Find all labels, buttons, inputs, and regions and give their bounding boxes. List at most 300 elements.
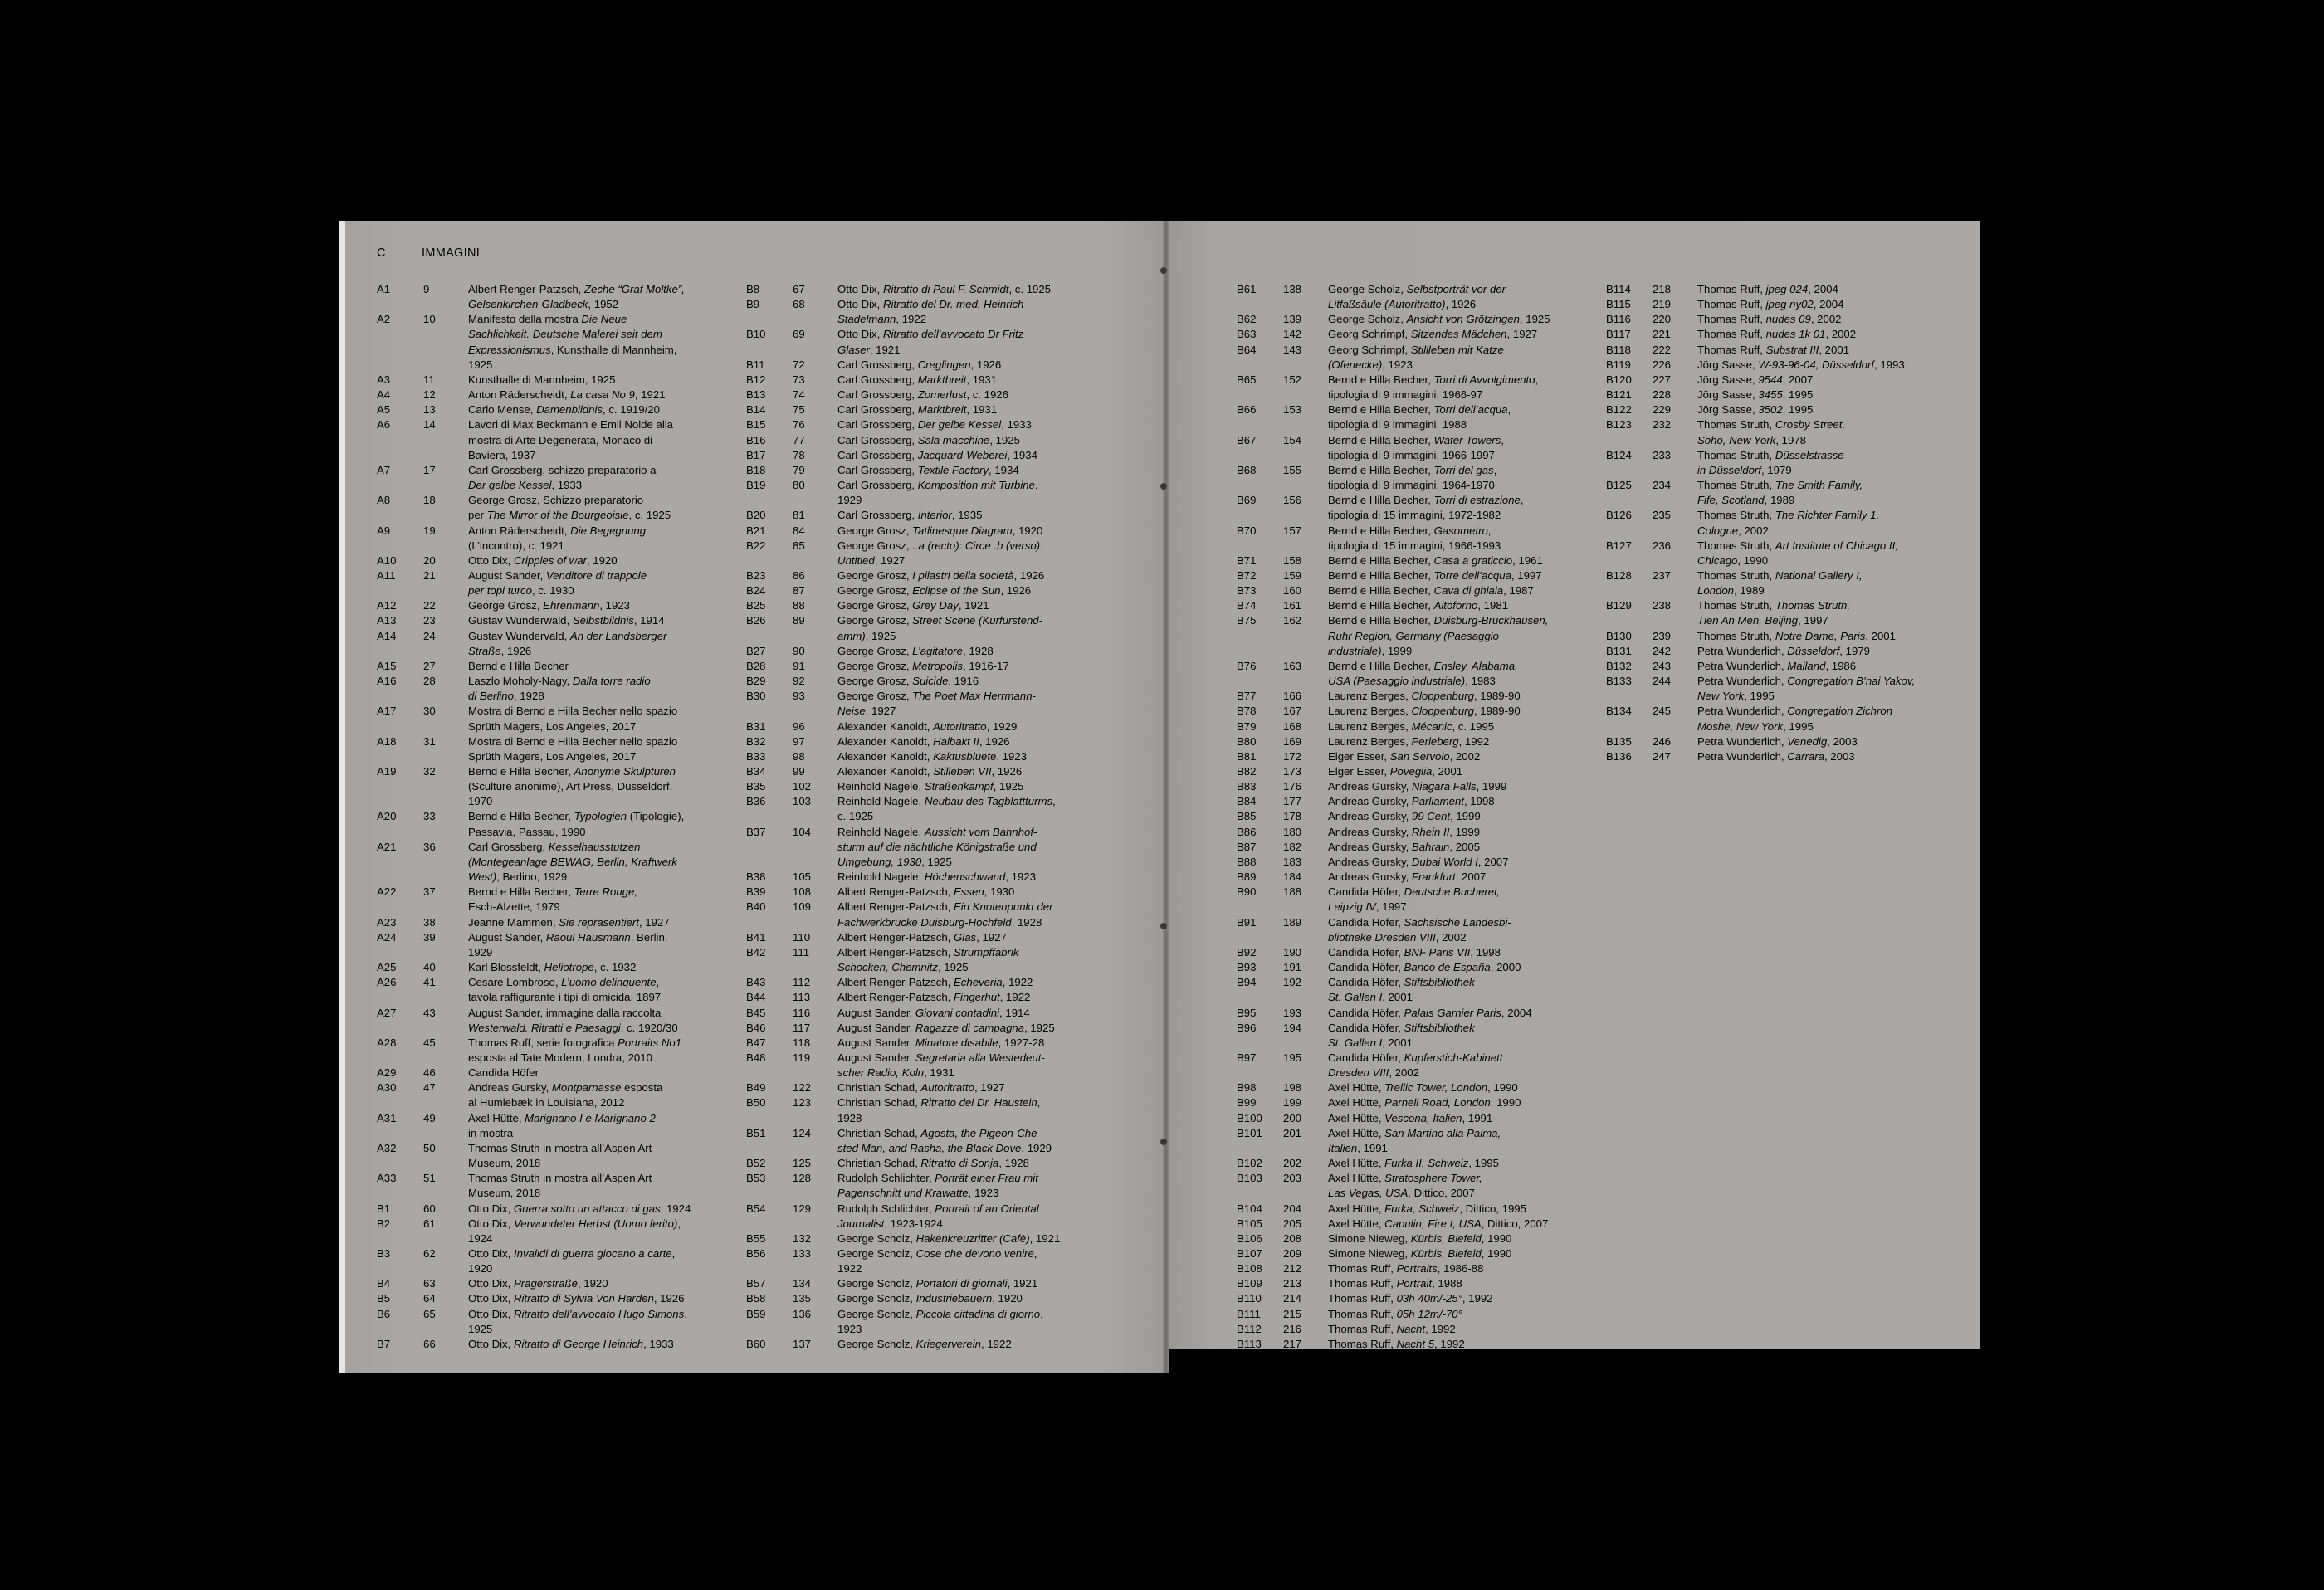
entry-caption: Andreas Gursky, Niagara Falls, 1999 (1328, 780, 1507, 793)
index-entry (746, 1036, 1095, 1051)
entry-caption: Laurenz Berges, Perleberg, 1992 (1328, 734, 1490, 748)
entry-page-number: 49 (423, 1111, 436, 1124)
entry-caption: Otto Dix, Ritratto di Paul F. Schmidt, c. 1925 (837, 283, 1052, 295)
entry-code: A29 (377, 1066, 397, 1080)
entry-page-number: 51 (423, 1172, 436, 1185)
entry-page-number: 227 (1653, 373, 1672, 386)
index-entry (746, 1337, 1095, 1352)
entry-page-number: 46 (423, 1066, 436, 1080)
entry-code: A20 (377, 810, 397, 823)
entry-code: B127 (1606, 539, 1632, 552)
entry-code: B135 (1606, 734, 1632, 748)
index-entry (746, 930, 1095, 945)
entry-code: A25 (377, 961, 397, 974)
index-entry (746, 659, 1095, 674)
entry-page-number: 233 (1653, 448, 1672, 461)
entry-caption: Manifesto della mostra Die Neue Sachlichkeit. Deutsche Malerei seit dem Expressionismus, Kunsthalle di Mannheim, 1925 (468, 313, 677, 371)
entry-code: A23 (377, 915, 397, 929)
entry-code: B40 (746, 900, 766, 914)
entry-page-number: 77 (793, 433, 805, 446)
index-entry (377, 1036, 725, 1066)
entry-code: B9 (746, 298, 760, 311)
entry-code: B117 (1606, 328, 1631, 341)
index-entry (1237, 1307, 1602, 1322)
entry-page-number: 28 (423, 675, 436, 688)
entry-code: B27 (746, 644, 766, 657)
entry-code: B82 (1237, 765, 1257, 778)
entry-caption: Jörg Sasse, 9544, 2007 (1697, 373, 1814, 386)
entry-page-number: 134 (793, 1277, 812, 1290)
entry-page-number: 229 (1653, 403, 1672, 417)
entry-page-number: 228 (1653, 388, 1672, 402)
entry-page-number: 138 (1283, 283, 1302, 295)
entry-code: A3 (377, 373, 391, 386)
index-entry (377, 885, 725, 914)
index-entry (1606, 312, 1971, 327)
entry-code: B95 (1237, 1006, 1257, 1019)
entry-code: B62 (1237, 313, 1257, 326)
entry-caption: George Grosz, Ehrenmann, 1923 (468, 599, 631, 612)
index-entry (377, 613, 725, 628)
entry-caption: Bernd e Hilla Becher, Terre Rouge, Esch-Alzette, 1979 (468, 885, 638, 914)
entry-code: B111 (1237, 1307, 1261, 1320)
entry-code: B105 (1237, 1217, 1262, 1230)
index-entry (1237, 554, 1602, 568)
entry-caption: Thomas Ruff, jpeg 024, 2004 (1697, 283, 1838, 295)
entry-caption: Georg Schrimpf, Sitzendes Mädchen, 1927 (1328, 328, 1538, 341)
entry-caption: Albert Renger-Patzsch, Zeche “Graf Moltke”, Gelsenkirchen-Gladbeck, 1952 (468, 283, 685, 311)
entry-page-number: 80 (793, 479, 805, 492)
entry-caption: Andreas Gursky, Bahrain, 2005 (1328, 840, 1481, 853)
entry-code: B98 (1237, 1081, 1257, 1095)
entry-page-number: 166 (1283, 690, 1302, 703)
entry-caption: Andreas Gursky, Rhein II, 1999 (1328, 825, 1481, 838)
entry-page-number: 22 (423, 599, 436, 612)
index-entry (746, 1246, 1095, 1276)
book-gutter (1163, 221, 1169, 1373)
binding-staple (1160, 1139, 1167, 1145)
entry-caption: Otto Dix, Pragerstraße, 1920 (468, 1277, 608, 1290)
entry-page-number: 117 (793, 1021, 811, 1034)
entry-page-number: 88 (793, 599, 805, 612)
index-entry (1237, 794, 1602, 809)
entry-code: B1 (377, 1202, 391, 1215)
entry-caption: Alexander Kanoldt, Halbakt II, 1926 (837, 734, 1010, 748)
entry-code: A1 (377, 283, 391, 295)
index-entry (1237, 855, 1602, 870)
index-entry (746, 1080, 1095, 1095)
entry-caption: Reinhold Nagele, Aussicht vom Bahnhof- sturm auf die nächtliche Königstraße und Umgebung, 1930, 1925 (837, 825, 1038, 868)
entry-page-number: 122 (793, 1081, 812, 1095)
entry-caption: Axel Hütte, Trellic Tower, London, 1990 (1328, 1081, 1518, 1095)
index-entry (1237, 1322, 1602, 1337)
entry-code: A13 (377, 614, 397, 627)
entry-caption: Rudolph Schlichter, Portrait of an Oriental Journalist, 1923-1924 (837, 1202, 1039, 1230)
entry-page-number: 173 (1283, 765, 1302, 778)
index-entry (1237, 1232, 1602, 1246)
entry-code: B133 (1606, 675, 1632, 688)
entry-code: B123 (1606, 418, 1632, 432)
index-entry (1237, 764, 1602, 779)
entry-caption: Christian Schad, Ritratto del Dr. Haustein, 1928 (837, 1096, 1041, 1124)
binding-staple (1160, 923, 1167, 929)
entry-code: B52 (746, 1157, 766, 1170)
entry-page-number: 125 (793, 1157, 812, 1170)
entry-caption: Andreas Gursky, Dubai World I, 2007 (1328, 855, 1509, 868)
entry-page-number: 162 (1283, 614, 1302, 627)
entry-code: B58 (746, 1292, 766, 1305)
entry-page-number: 182 (1283, 840, 1302, 853)
entry-caption: Rudolph Schlichter, Porträt einer Frau mit Pagenschnitt und Krawatte, 1923 (837, 1172, 1038, 1200)
entry-page-number: 214 (1283, 1292, 1302, 1305)
index-entry (377, 1006, 725, 1036)
index-entry (1237, 433, 1602, 463)
entry-page-number: 76 (793, 418, 805, 432)
entry-caption: Mostra di Bernd e Hilla Becher nello spazio Sprüth Magers, Los Angeles, 2017 (468, 705, 678, 733)
index-entry (1237, 704, 1602, 719)
entry-page-number: 222 (1653, 343, 1672, 356)
index-entry (1606, 388, 1971, 402)
entry-caption: Bernd e Hilla Becher, Casa a graticcio, 1961 (1328, 554, 1543, 567)
entry-page-number: 128 (793, 1172, 812, 1185)
entry-code: B134 (1606, 705, 1632, 718)
entry-code: B125 (1606, 479, 1632, 492)
entry-page-number: 39 (423, 930, 436, 944)
entry-caption: Carl Grossberg, schizzo preparatorio a Der gelbe Kessel, 1933 (468, 463, 657, 492)
entry-page-number: 137 (793, 1337, 812, 1350)
entry-page-number: 84 (793, 524, 805, 537)
entry-caption: Carl Grossberg, Textile Factory, 1934 (837, 463, 1019, 476)
entry-page-number: 154 (1283, 433, 1302, 446)
entry-page-number: 178 (1283, 810, 1302, 823)
index-entry (377, 1080, 725, 1110)
entry-code: B12 (746, 373, 766, 386)
index-entry (1237, 1156, 1602, 1171)
entry-page-number: 10 (423, 313, 436, 326)
entry-page-number: 133 (793, 1247, 812, 1260)
entry-code: B76 (1237, 659, 1257, 672)
entry-caption: Otto Dix, Ritratto dell’avvocato Dr Fritz Glaser, 1921 (837, 328, 1024, 356)
entry-page-number: 92 (793, 675, 805, 688)
entry-caption: Bernd e Hilla Becher, Torri dell’acqua, tipologia di 9 immagini, 1988 (1328, 403, 1511, 432)
entry-code: B38 (746, 871, 766, 884)
entry-caption: Thomas Ruff, Portraits, 1986-88 (1328, 1262, 1484, 1275)
index-entry (746, 1291, 1095, 1306)
entry-page-number: 17 (423, 463, 436, 476)
entry-caption: Thomas Struth in mostra all’Aspen Art Museum, 2018 (468, 1141, 652, 1170)
entry-page-number: 108 (793, 885, 812, 899)
entry-caption: Albert Renger-Patzsch, Echeveria, 1922 (837, 976, 1033, 989)
index-entry (746, 463, 1095, 478)
index-entry (746, 945, 1095, 975)
entry-code: B93 (1237, 961, 1257, 974)
entry-code: B92 (1237, 945, 1257, 958)
binding-staple (1160, 267, 1167, 274)
entry-code: B126 (1606, 509, 1632, 522)
entry-caption: George Grosz, Grey Day, 1921 (837, 599, 989, 612)
entry-page-number: 27 (423, 659, 436, 672)
entry-page-number: 188 (1283, 885, 1302, 899)
entry-caption: Thomas Ruff, nudes 1k 01, 2002 (1697, 328, 1857, 341)
entry-caption: Otto Dix, Verwundeter Herbst (Uomo ferito), 1924 (468, 1217, 681, 1245)
entry-caption: Carl Grossberg, Creglingen, 1926 (837, 358, 1002, 371)
entry-caption: Albert Renger-Patzsch, Strumpffabrik Schocken, Chemnitz, 1925 (837, 945, 1019, 974)
index-entry (377, 975, 725, 1005)
entry-page-number: 216 (1283, 1322, 1302, 1335)
entry-caption: George Grosz, Eclipse of the Sun, 1926 (837, 584, 1032, 597)
entry-page-number: 209 (1283, 1247, 1302, 1260)
entry-code: A24 (377, 930, 397, 944)
entry-page-number: 38 (423, 915, 436, 929)
index-entry (1606, 327, 1971, 342)
index-entry (377, 1217, 725, 1246)
index-entry (1237, 568, 1602, 583)
index-entry (1237, 524, 1602, 554)
entry-code: A15 (377, 659, 397, 672)
entry-code: B55 (746, 1232, 766, 1245)
entry-page-number: 143 (1283, 343, 1302, 356)
index-entry (1606, 659, 1971, 674)
entry-page-number: 246 (1653, 734, 1672, 748)
entry-page-number: 68 (793, 298, 805, 311)
entry-code: B4 (377, 1277, 391, 1290)
entry-code: A14 (377, 629, 397, 642)
index-entry (746, 825, 1095, 870)
entry-code: B110 (1237, 1292, 1262, 1305)
entry-page-number: 118 (793, 1036, 811, 1049)
entry-page-number: 129 (793, 1202, 812, 1215)
index-entry (1237, 719, 1602, 734)
entry-caption: Petra Wunderlich, Mailand, 1986 (1697, 659, 1857, 672)
index-entry (1237, 1337, 1602, 1352)
entry-page-number: 89 (793, 614, 805, 627)
index-entry (1606, 417, 1971, 447)
index-entry (746, 478, 1095, 508)
entry-code: B26 (746, 614, 766, 627)
entry-code: B104 (1237, 1202, 1262, 1215)
entry-page-number: 102 (793, 780, 812, 793)
entry-caption: Andreas Gursky, 99 Cent, 1999 (1328, 810, 1481, 823)
entry-code: B10 (746, 328, 766, 341)
index-column-4 (1606, 282, 1971, 764)
entry-code: A7 (377, 463, 391, 476)
entry-code: B15 (746, 418, 766, 432)
entry-code: B5 (377, 1292, 391, 1305)
entry-code: B118 (1606, 343, 1631, 356)
entry-caption: George Grosz, The Poet Max Herrmann- Neise, 1927 (837, 690, 1036, 718)
entry-code: B100 (1237, 1111, 1262, 1124)
entry-page-number: 219 (1653, 298, 1672, 311)
entry-page-number: 110 (793, 930, 811, 944)
entry-code: B45 (746, 1006, 766, 1019)
entry-page-number: 191 (1283, 961, 1302, 974)
entry-page-number: 113 (793, 991, 811, 1004)
entry-page-number: 139 (1283, 313, 1302, 326)
index-entry (1606, 402, 1971, 417)
index-entry (746, 417, 1095, 432)
entry-page-number: 9 (423, 283, 430, 295)
entry-caption: Carlo Mense, Damenbildnis, c. 1919/20 (468, 403, 660, 417)
index-entry (746, 975, 1095, 990)
entry-caption: Bernd e Hilla Becher, Anonyme Skulpturen (Sculture anonime), Art Press, Düsseldorf, 1970 (468, 765, 676, 808)
index-entry (377, 1141, 725, 1171)
entry-page-number: 32 (423, 765, 436, 778)
index-entry (377, 568, 725, 598)
entry-caption: Albert Renger-Patzsch, Glas, 1927 (837, 930, 1007, 944)
entry-code: B60 (746, 1337, 766, 1350)
index-entry (1606, 539, 1971, 568)
entry-page-number: 37 (423, 885, 436, 899)
entry-caption: Laszlo Moholy-Nagy, Dalla torre radio di Berlino, 1928 (468, 675, 651, 703)
index-entry (1237, 1051, 1602, 1080)
entry-code: B81 (1237, 749, 1257, 763)
index-entry (377, 1337, 725, 1352)
entry-caption: August Sander, Minatore disabile, 1927-28 (837, 1036, 1045, 1049)
entry-caption: Bernd e Hilla Becher, Torri del gas, tipologia di 9 immagini, 1964-1970 (1328, 463, 1497, 492)
entry-page-number: 221 (1653, 328, 1672, 341)
entry-page-number: 189 (1283, 915, 1302, 929)
index-entry (746, 539, 1095, 568)
entry-page-number: 78 (793, 448, 805, 461)
entry-code: B101 (1237, 1126, 1262, 1139)
entry-caption: Petra Wunderlich, Düsseldorf, 1979 (1697, 644, 1870, 657)
entry-code: B91 (1237, 915, 1257, 929)
index-entry (1237, 1080, 1602, 1095)
entry-code: B115 (1606, 298, 1631, 311)
entry-caption: Thomas Struth, Thomas Struth, Tien An Men, Beijing, 1997 (1697, 599, 1850, 627)
entry-caption: Christian Schad, Autoritratto, 1927 (837, 1081, 1005, 1095)
entry-caption: Thomas Ruff, Nacht 5, 1992 (1328, 1337, 1465, 1350)
index-entry (1237, 1021, 1602, 1051)
index-entry (1237, 1261, 1602, 1276)
entry-code: B87 (1237, 840, 1257, 853)
entry-caption: Laurenz Berges, Mécanic, c. 1995 (1328, 719, 1495, 733)
index-entry (1237, 1202, 1602, 1217)
entry-page-number: 61 (423, 1217, 436, 1230)
entry-caption: Candida Höfer, Deutsche Bucherei, Leipzig IV, 1997 (1328, 885, 1500, 914)
entry-caption: Bernd e Hilla Becher, Altoforno, 1981 (1328, 599, 1509, 612)
entry-page-number: 238 (1653, 599, 1672, 612)
index-entry (377, 809, 725, 839)
index-entry (746, 870, 1095, 885)
entry-caption: Laurenz Berges, Cloppenburg, 1989-90 (1328, 690, 1521, 703)
entry-caption: Albert Renger-Patzsch, Fingerhut, 1922 (837, 991, 1031, 1004)
entry-code: B131 (1606, 644, 1632, 657)
entry-page-number: 226 (1653, 358, 1672, 371)
entry-page-number: 163 (1283, 659, 1302, 672)
entry-code: B88 (1237, 855, 1257, 868)
entry-page-number: 198 (1283, 1081, 1302, 1095)
entry-page-number: 239 (1653, 629, 1672, 642)
entry-code: B65 (1237, 373, 1257, 386)
entry-code: B18 (746, 463, 766, 476)
entry-caption: Andreas Gursky, Frankfurt, 2007 (1328, 871, 1487, 884)
entry-code: B36 (746, 795, 766, 808)
entry-caption: George Grosz, Metropolis, 1916-17 (837, 659, 1009, 672)
index-entry (746, 644, 1095, 659)
entry-code: A5 (377, 403, 391, 417)
entry-caption: Gustav Wundervald, An der Landsberger Straße, 1926 (468, 629, 667, 657)
entry-caption: Thomas Ruff, 03h 40m/-25°, 1992 (1328, 1292, 1493, 1305)
entry-caption: Thomas Ruff, serie fotografica Portraits No1 esposta al Tate Modern, Londra, 2010 (468, 1036, 682, 1064)
entry-page-number: 14 (423, 418, 436, 432)
entry-page-number: 135 (793, 1292, 812, 1305)
index-entry (746, 779, 1095, 794)
entry-caption: Jörg Sasse, W-93-96-04, Düsseldorf, 1993 (1697, 358, 1905, 371)
entry-page-number: 244 (1653, 675, 1672, 688)
entry-page-number: 243 (1653, 659, 1672, 672)
entry-page-number: 217 (1283, 1337, 1302, 1350)
entry-code: B112 (1237, 1322, 1262, 1335)
entry-code: B67 (1237, 433, 1257, 446)
entry-caption: George Grosz, Tatlinesque Diagram, 1920 (837, 524, 1043, 537)
index-entry (1606, 448, 1971, 478)
index-entry (1606, 373, 1971, 388)
entry-caption: Gustav Wunderwald, Selbstbildnis, 1914 (468, 614, 665, 627)
entry-code: B19 (746, 479, 766, 492)
entry-page-number: 119 (793, 1051, 811, 1064)
index-entry (1237, 689, 1602, 704)
entry-page-number: 172 (1283, 749, 1302, 763)
index-entry (377, 1066, 725, 1080)
entry-caption: Thomas Ruff, 05h 12m/-70° (1328, 1307, 1462, 1320)
entry-page-number: 73 (793, 373, 805, 386)
entry-caption: Candida Höfer, Kupferstich-Kabinett Dresden VIII, 2002 (1328, 1051, 1503, 1080)
index-entry (1237, 583, 1602, 598)
index-entry (377, 1291, 725, 1306)
entry-caption: Bernd e Hilla Becher, Torri di estrazione, tipologia di 15 immagini, 1972-1982 (1328, 494, 1524, 522)
entry-code: B109 (1237, 1277, 1262, 1290)
entry-page-number: 192 (1283, 976, 1302, 989)
entry-caption: Otto Dix, Guerra sotto un attacco di gas, 1924 (468, 1202, 691, 1215)
entry-caption: Bernd e Hilla Becher (468, 659, 569, 672)
entry-code: B8 (746, 283, 760, 295)
entry-caption: Albert Renger-Patzsch, Ein Knotenpunkt der Fachwerkbrücke Duisburg-Hochfeld, 1928 (837, 900, 1053, 929)
entry-code: B32 (746, 734, 766, 748)
entry-code: B72 (1237, 568, 1257, 582)
entry-code: B80 (1237, 734, 1257, 748)
entry-page-number: 69 (793, 328, 805, 341)
entry-caption: Carl Grossberg, Sala macchine, 1925 (837, 433, 1020, 446)
entry-caption: Otto Dix, Ritratto dell’avvocato Hugo Simons, 1925 (468, 1307, 687, 1335)
entry-caption: Mostra di Bernd e Hilla Becher nello spazio Sprüth Magers, Los Angeles, 2017 (468, 734, 678, 763)
index-entry (377, 704, 725, 734)
entry-caption: Simone Nieweg, Kürbis, Biefeld, 1990 (1328, 1232, 1512, 1245)
entry-page-number: 212 (1283, 1262, 1302, 1275)
entry-code: B85 (1237, 810, 1257, 823)
entry-page-number: 234 (1653, 479, 1672, 492)
entry-caption: Thomas Struth, Art Institute of Chicago II, Chicago, 1990 (1697, 539, 1898, 567)
index-entry (377, 493, 725, 523)
entry-caption: Carl Grossberg, Jacquard-Weberei, 1934 (837, 448, 1038, 461)
entry-caption: George Scholz, Cose che devono venire, 1922 (837, 1247, 1038, 1275)
entry-page-number: 161 (1283, 599, 1302, 612)
entry-page-number: 193 (1283, 1006, 1302, 1019)
entry-code: B78 (1237, 705, 1257, 718)
entry-page-number: 152 (1283, 373, 1302, 386)
entry-code: A32 (377, 1141, 397, 1154)
entry-page-number: 87 (793, 584, 805, 597)
entry-code: B83 (1237, 780, 1257, 793)
entry-code: B130 (1606, 629, 1632, 642)
entry-code: B77 (1237, 690, 1257, 703)
entry-page-number: 67 (793, 283, 805, 295)
entry-code: B122 (1606, 403, 1632, 417)
entry-caption: Candida Höfer (468, 1066, 540, 1080)
index-entry (377, 1276, 725, 1291)
entry-caption: Alexander Kanoldt, Kaktusbluete, 1923 (837, 749, 1028, 763)
entry-page-number: 167 (1283, 705, 1302, 718)
